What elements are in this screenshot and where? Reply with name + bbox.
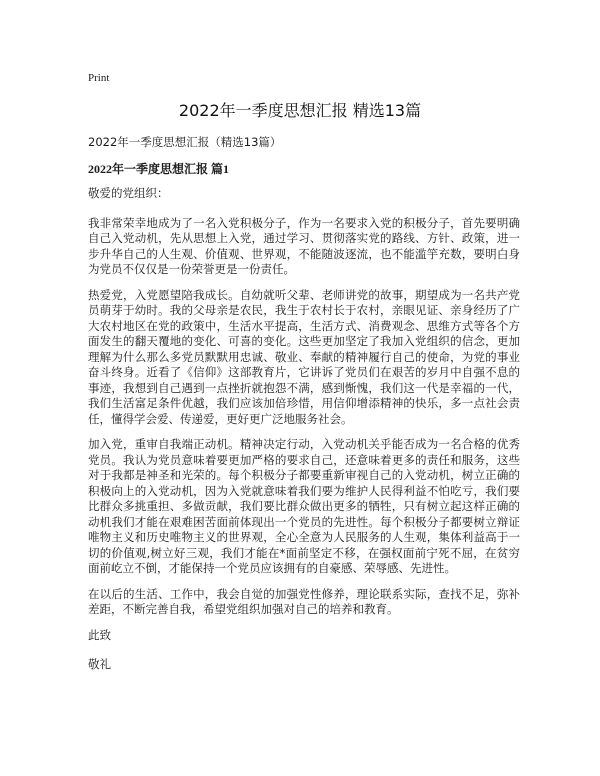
document-title: 2022年一季度思想汇报 精选13篇 <box>178 101 422 120</box>
document-body <box>88 186 520 683</box>
paragraph-4: 在以后的生活、工作中，我会自觉的加强党性修养，理论联系实际，查找不足，弥补差距，不断完善自我，希望党组织加强对自己的培养和教育。 <box>88 586 520 616</box>
section-heading: 2022年一季度思想汇报 篇1 <box>88 162 230 176</box>
paragraph-1: 我非常荣幸地成为了一名入党积极分子，作为一名要求入党的积极分子，首先要明确自己入党动机，先从思想上入党，通过学习、贯彻落实党的路线、方针、政策，进一步升华自己的人生观、价值观、世界观，不能随波逐流，也不能滥竽充数，要明白身为党员不仅仅是一份荣誉更是一份责任。 <box>88 215 520 276</box>
paragraph-2: 热爱党，入党愿望陪我成长。自幼就听父辈、老师讲党的故事，期望成为一名共产党员萌芽于幼时。我的父母亲是农民，我生于农村长于农村，亲眼见证、亲身经历了广大农村地区在党的政策中，生活水平提高，生活方式、消费观念、思维方式等各个方面发生的翻天覆地的变化、可喜的变化。这些更加坚定了我加入党组织的信念，更加理解为什么那么多党员默默用忠诚、敬业、奉献的精神履行自己的使命，为党的事业奋斗终身。近看了《信仰》这部教育片，它讲诉了党员们在艰苦的岁月中自强不息的事迹，我想到自己遇到一点挫折就抱怨不满，感到惭愧，我们这一代是幸福的一代，我们生活富足条件优越，我们应该加倍珍惜，用信仰增添精神的快乐，多一点社会责任，懂得学会爱、传递爱，更好更广泛地服务社会。 <box>88 287 520 426</box>
paragraph-3: 加入党，重审自我端正动机。精神决定行动，入党动机关乎能否成为一名合格的优秀党员。我认为党员意味着要更加严格的要求自己，还意味着更多的责任和服务，这些对于我都是神圣和光荣的。每个积极分子都要重新审视自己的入党动机，树立正确的积极向上的入党动机，因为入党就意味着我们要为维护人民得利益不怕吃亏，我们要比群众多挑重担、多做贡献，我们要比群众做出更多的牺牲，只有树立起这样正确的动机我们才能在艰难困苦面前体现出一个党员的先进性。每个积极分子都要树立辩证唯物主义和历史唯物主义的世界观，全心全意为人民服务的人生观，集体利益高于一切的价值观,树立好三观，我们才能在*面前坚定不移，在强权面前宁死不屈，在贫穷面前屹立不倒，才能保持一个党员应该拥有的自豪感、荣辱感、先进性。 <box>88 437 520 575</box>
document-subtitle: 2022年一季度思想汇报（精选13篇） <box>88 135 282 149</box>
print-link[interactable]: Print <box>88 72 110 84</box>
closing-salute: 敬礼 <box>88 657 111 671</box>
salutation: 敬爱的党组织： <box>88 186 169 200</box>
closing-regards: 此致 <box>88 627 111 642</box>
